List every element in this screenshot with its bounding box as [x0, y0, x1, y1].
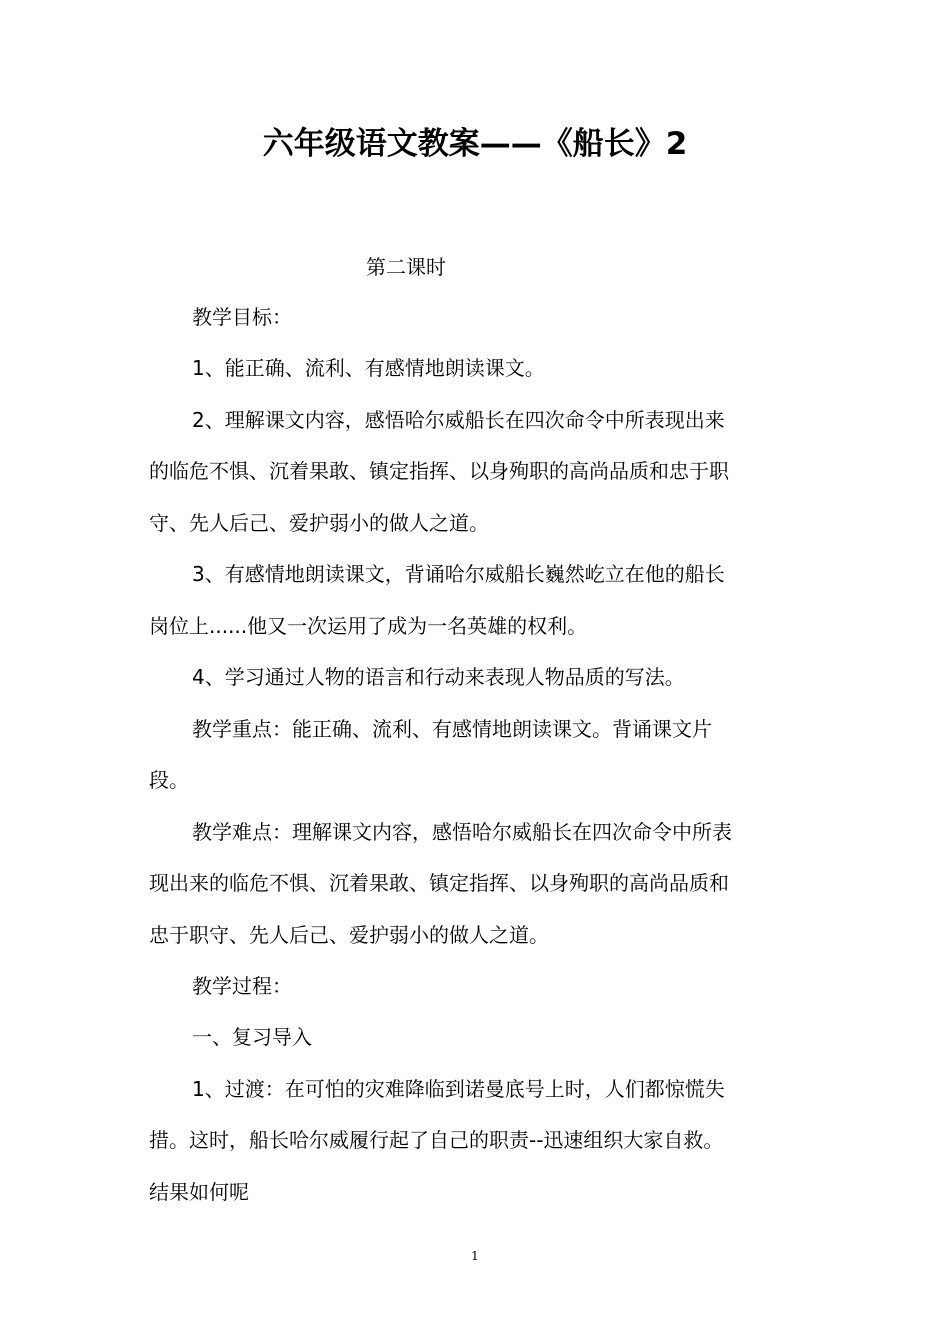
paragraph-line: 教学难点：理解课文内容，感悟哈尔威船长在四次命令中所表	[192, 820, 732, 844]
paragraph-line: 1、过渡：在可怕的灾难降临到诺曼底号上时，人们都惊慌失	[192, 1077, 725, 1101]
document-title: 六年级语文教案——《船长》2	[262, 126, 688, 162]
paragraph-line: 2、理解课文内容，感悟哈尔威船长在四次命令中所表现出来	[192, 408, 725, 432]
paragraph-line: 教学目标：	[192, 305, 292, 329]
paragraph-line: 1、能正确、流利、有感情地朗读课文。	[192, 356, 545, 380]
paragraph-line: 现出来的临危不惧、沉着果敢、镇定指挥、以身殉职的高尚品质和	[149, 871, 729, 895]
page-number: 1	[471, 1249, 479, 1263]
paragraph-line: 3、有感情地朗读课文，背诵哈尔威船长巍然屹立在他的船长	[192, 562, 725, 586]
paragraph-line: 教学重点：能正确、流利、有感情地朗读课文。背诵课文片	[192, 717, 712, 741]
paragraph-line: 措。这时，船长哈尔威履行起了自己的职责--迅速组织大家自救。	[149, 1128, 724, 1152]
paragraph-line: 4、学习通过人物的语言和行动来表现人物品质的写法。	[192, 665, 685, 689]
lesson-subtitle: 第二课时	[366, 255, 446, 279]
paragraph-line: 岗位上......他又一次运用了成为一名英雄的权利。	[149, 614, 588, 638]
paragraph-line: 一、复习导入	[192, 1025, 312, 1049]
paragraph-line: 结果如何呢	[149, 1180, 249, 1204]
paragraph-line: 教学过程：	[192, 974, 292, 998]
paragraph-line: 段。	[149, 768, 189, 792]
paragraph-line: 守、先人后己、爱护弱小的做人之道。	[149, 511, 489, 535]
paragraph-line: 的临危不惧、沉着果敢、镇定指挥、以身殉职的高尚品质和忠于职	[149, 459, 729, 483]
paragraph-line: 忠于职守、先人后己、爱护弱小的做人之道。	[149, 923, 549, 947]
